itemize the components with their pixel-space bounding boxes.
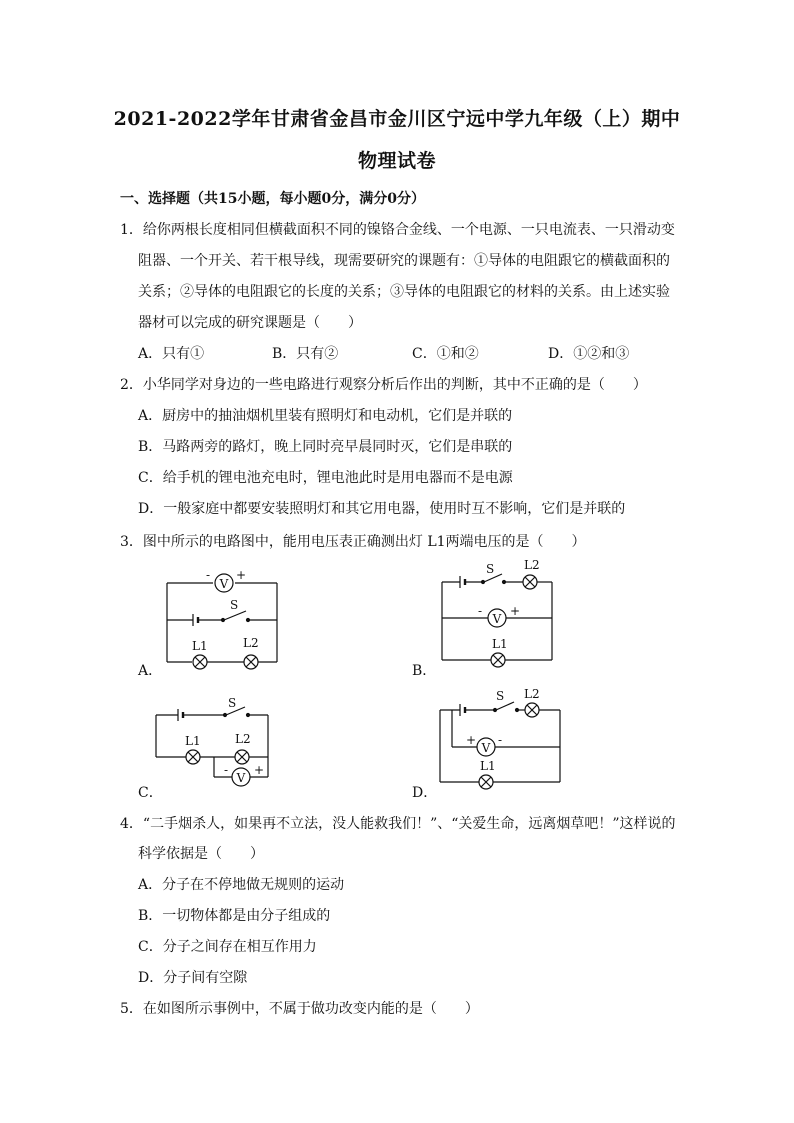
svg-text:+: + [510,604,521,618]
svg-text:+: + [236,568,247,582]
svg-text:L2: L2 [235,732,251,746]
q1-option-a[interactable]: A．只有① [138,346,205,362]
q2-stem: 2．小华同学对身边的一些电路进行观察分析后作出的判断，其中不正确的是（ ） [120,377,647,393]
q1-stem-line2: 阻器、一个开关、若干根导线，现需要研究的课题有：①导体的电阻跟它的横截面积的 [138,253,670,269]
q1-option-b[interactable]: B．只有② [272,346,339,362]
svg-text:L2: L2 [243,636,259,650]
q3-option-b[interactable]: B． [412,663,437,679]
exam-title-line1: 2021-2022学年甘肃省金昌市金川区宁远中学九年级（上）期中 [113,108,681,130]
section-heading: 一、选择题（共15小题，每小题0分，满分0分） [120,191,425,207]
q4-option-d[interactable]: D．分子间有空隙 [138,970,248,986]
svg-text:-: - [206,568,211,582]
q2-option-a[interactable]: A．厨房中的抽油烟机里装有照明灯和电动机，它们是并联的 [138,408,513,424]
q4-option-a[interactable]: A．分子在不停地做无规则的运动 [138,877,345,893]
svg-text:+: + [254,763,265,777]
svg-text:V: V [236,771,246,785]
q4-option-c[interactable]: C．分子之间存在相互作用力 [138,939,317,955]
q3-stem: 3．图中所示的电路图中，能用电压表正确测出灯 L1两端电压的是（ ） [120,534,586,550]
svg-text:L1: L1 [192,639,208,653]
q1-option-d[interactable]: D．①②和③ [548,346,630,362]
svg-text:L1: L1 [480,759,496,773]
circuit-c-diagram [148,697,283,797]
q3-option-d[interactable]: D． [412,785,438,801]
circuit-b-diagram [430,560,565,665]
q1-stem-line4: 器材可以完成的研究课题是（ ） [138,315,362,331]
q4-option-b[interactable]: B．一切物体都是由分子组成的 [138,908,331,924]
svg-text:-: - [224,763,229,777]
svg-text:S: S [230,598,239,612]
q5-stem: 5．在如图所示事例中，不属于做功改变内能的是（ ） [120,1001,479,1017]
q4-stem-line2: 科学依据是（ ） [138,846,264,862]
svg-text:L1: L1 [492,637,508,651]
exam-title-line2: 物理试卷 [357,150,436,172]
q3-option-c[interactable]: C． [138,785,163,801]
q1-stem-line3: 关系；②导体的电阻跟它的长度的关系；③导体的电阻跟它的材料的关系。由上述实验 [138,284,670,300]
svg-text:-: - [478,604,483,618]
svg-text:+: + [466,733,477,747]
svg-text:L2: L2 [524,687,540,701]
q2-option-c[interactable]: C．给手机的锂电池充电时，锂电池此时是用电器而不是电源 [138,470,513,486]
svg-text:S: S [496,689,505,703]
circuit-d-diagram [432,688,567,798]
svg-text:-: - [498,733,503,747]
q1-stem-line1: 1．给你两根长度相同但横截面积不同的镍铬合金线、一个电源、一只电流表、一只滑动变 [120,222,675,238]
q3-option-a[interactable]: A． [138,663,163,679]
svg-text:L1: L1 [185,734,201,748]
q2-option-d[interactable]: D．一般家庭中都要安装照明灯和其它用电器，使用时互不影响，它们是并联的 [138,501,626,517]
svg-text:L2: L2 [524,558,540,572]
q4-stem-line1: 4．“二手烟杀人，如果再不立法，没人能救我们！”、“关爱生命，远离烟草吧！”这样说的 [120,816,676,832]
svg-text:S: S [228,696,237,710]
q1-option-c[interactable]: C．①和② [412,346,479,362]
svg-text:V: V [481,741,491,755]
svg-text:V: V [492,612,502,626]
q2-option-b[interactable]: B．马路两旁的路灯，晚上同时亮早晨同时灭，它们是串联的 [138,439,513,455]
voltmeter-label: V [219,577,229,591]
svg-text:S: S [486,562,495,576]
circuit-a-diagram [150,565,290,670]
